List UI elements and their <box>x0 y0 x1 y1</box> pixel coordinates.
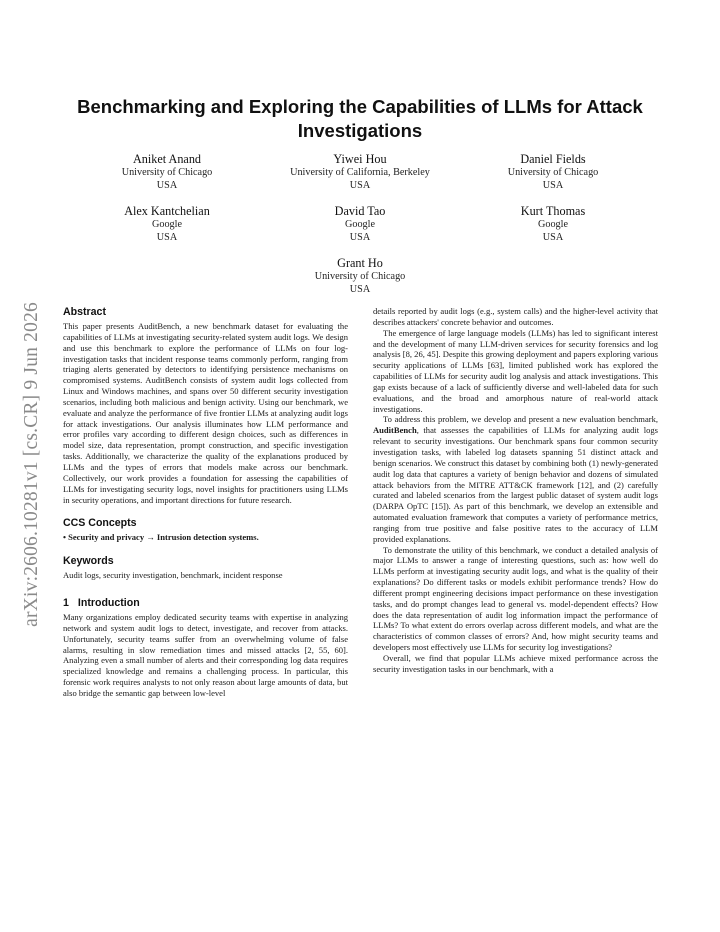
abstract-text: This paper presents AuditBench, a new benchmark dataset for evaluating the capabilities of LLMs at investigating security-related system audit logs. We design and use this benchmark to explore the performance of LLMs on four log-investigation tasks that incident response teams commonly perform, ranging from triaging alerts generated by detectors to identifying persistence mechanisms on compromised systems. AuditBench consists of system audit logs collected from Linux and Windows machines, and spans over 50 different security investigation scenarios, including both malicious and benign activity. Using our benchmark, we evaluate and analyze the performance of five frontier LLMs at analyzing audit logs for attack investigations. Our analysis illuminates how LLM performance and error profiles vary according to different design choices, such as differences in model size, data representation, prompt construction, and specific investigation tasks. Additionally, we characterize the quality of the explanations produced by LLMs and the types of errors that models make across our benchmark. Collectively, our work provides a foundation for assessing the capabilities of LLMs for investigating security logs, novel insights for practitioners using LLMs in security operations, and important directions for future research. <box>63 321 348 505</box>
author-name: Grant Ho <box>337 256 383 270</box>
author-block <box>240 256 480 296</box>
intro-paragraph: The emergence of large language models (LLMs) has led to significant interest and the development of many LLM-driven services for security forensics and log analysis [8, 26, 45]. Despite this growing deployment and papers exploring various security applications of LLMs [63], limited published work has explored the capabilities of LLMs for security audit log analysis and attack investigations. This gap exists because of a lack of sufficiently diverse and well-labeled data for such evaluations, and the broad and amorphous nature of real-world attack investigations. <box>373 327 658 414</box>
author-affiliation: Google <box>538 219 568 230</box>
intro-paragraph: To demonstrate the utility of this benchmark, we conduct a detailed analysis of major LLMs to answer a range of interesting questions, such as: how well do LLMs perform at investigating security audit logs, and what is the quality of their explanations? Do different tasks or models exhibit performance trends? How do different prompt engineering decisions impact performance on these investigation tasks, and do prompt changes lead to general vs. model-dependent effects? How does the data representation of audit log information impact the performance of LLMs? To what extent do errors overlap across different models, and what are the characteristics of common classes of errors? And, how might security teams and developers most effectively use LLMs for security log investigations? <box>373 544 658 653</box>
section-title: Introduction <box>77 597 140 610</box>
author-country: USA <box>349 231 371 243</box>
right-column <box>373 306 658 675</box>
author-affiliation: University of Chicago <box>314 271 406 282</box>
author-country: USA <box>349 179 371 191</box>
arxiv-sidebar <box>21 267 43 661</box>
author-block <box>433 204 673 244</box>
benchmark-name: AuditBench <box>373 425 417 436</box>
author-country: USA <box>156 179 178 191</box>
paper-title: Benchmarking and Exploring the Capabilities of LLMs for Attack Investigations <box>77 96 643 141</box>
left-column <box>63 306 348 699</box>
author-name: Alex Kantchelian <box>124 204 210 218</box>
author-name: David Tao <box>334 204 386 218</box>
author-affiliation: Google <box>152 219 182 230</box>
intro-paragraph: details reported by audit logs (e.g., system calls) and the higher-level activity that describes attackers' concrete behavior and outcomes. <box>373 306 658 327</box>
ccs-heading: CCS Concepts <box>63 517 137 530</box>
ccs-concepts: • Security and privacy → Intrusion detection systems. <box>63 532 259 543</box>
author-name: Daniel Fields <box>520 152 586 166</box>
paragraph-text: To address this problem, we develop and present a new evaluation benchmark, <box>383 414 658 425</box>
author-country: USA <box>542 231 564 243</box>
author-country: USA <box>349 283 371 295</box>
keywords-heading: Keywords <box>63 555 114 568</box>
author-affiliation: University of Chicago <box>121 167 213 178</box>
section-number: 1 <box>63 597 69 610</box>
author-affiliation: Google <box>345 219 375 230</box>
arxiv-identifier: arXiv:2606.10281v1 [cs.CR] 9 Jun 2026 <box>21 301 42 627</box>
intro-paragraph: Overall, we find that popular LLMs achieve mixed performance across the security investigation tasks in our benchmark, with a <box>373 653 658 674</box>
author-country: USA <box>542 179 564 191</box>
introduction-heading <box>63 597 348 610</box>
abstract-heading: Abstract <box>63 306 106 318</box>
author-name: Aniket Anand <box>132 152 202 166</box>
intro-paragraph: Many organizations employ dedicated security teams with expertise in analyzing network and system audit logs to detect, investigate, and recover from attacks. Unfortunately, security teams suffer from an overwhelming volume of false alarms, resulting in slow remediation times and missed attacks [2, 55, 60]. Analyzing even a small number of alerts and their corresponding log data requires specialized knowledge and remains a challenging process. In particular, this forensic work requires analysts to not only reason about large amounts of data, but also bridge the semantic gap between low-level <box>63 612 348 698</box>
author-country: USA <box>156 231 178 243</box>
author-affiliation: University of California, Berkeley <box>290 167 430 178</box>
author-name: Kurt Thomas <box>520 204 586 218</box>
author-block <box>433 152 673 192</box>
intro-paragraph <box>373 414 658 544</box>
keywords-text: Audit logs, security investigation, benchmark, incident response <box>63 570 283 581</box>
paragraph-text: , that assesses the capabilities of LLMs for analyzing audit logs relevant to security investigations. Our benchmark spans four common security investigation tasks, with labeled log datasets spanning 51 distinct attack and benign scenarios. We construct this dataset by combining both (1) newly-generated audit log data that captures a variety of benign behavior and dozens of simulated attack behaviors from the MITRE ATT&CK framework [12], and (2) carefully curated and labeled scenarios from the largest public dataset of system audit logs (DARPA OpTC [15]). As part of this benchmark, we develop an extensible and automated evaluation framework that computes a variety of performance metrics, ranging from true positive and false positive rates to the accuracy of LLM provided explanations. <box>373 425 658 544</box>
author-name: Yiwei Hou <box>333 152 387 166</box>
author-affiliation: University of Chicago <box>507 167 599 178</box>
